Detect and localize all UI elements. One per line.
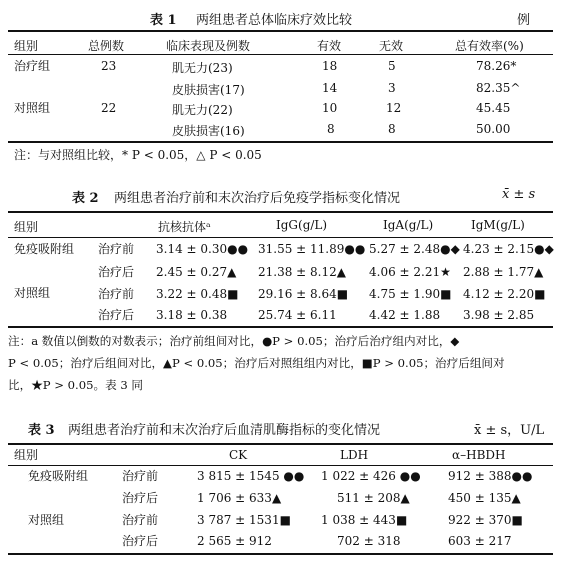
table-2-header-iga: IgA(g/L) <box>383 218 434 232</box>
table-row-hbdh: 922 ± 370■ <box>448 513 523 527</box>
table-2-title: 两组患者治疗前和末次治疗后免疫学指标变化情况 <box>114 191 401 206</box>
table-row-igg: 21.38 ± 8.12▲ <box>258 265 346 279</box>
table-1-note: 注：与对照组比较，* P < 0.05，△ P < 0.05 <box>14 148 262 162</box>
table-row-igm: 4.23 ± 2.15●◆ <box>463 242 554 256</box>
table-row-ineffective: 3 <box>388 81 396 95</box>
table-row-group: 对照组 <box>14 286 51 300</box>
table-row-hbdh: 603 ± 217 <box>448 534 512 548</box>
table-2-top-rule <box>8 211 553 213</box>
table-row-igg: 29.16 ± 8.64■ <box>258 287 349 301</box>
table-row-ck: 1 706 ± 633▲ <box>197 491 282 505</box>
table-row-rate: 78.26* <box>476 59 517 73</box>
table-row-phase: 治疗前 <box>122 469 159 483</box>
table-row-ck: 3 787 ± 1531■ <box>197 513 291 527</box>
table-1-header-group: 组别 <box>14 39 39 53</box>
table-row-ck: 3 815 ± 1545 ●● <box>197 469 305 483</box>
table-1-title: 两组患者总体临床疗效比较 <box>196 13 353 28</box>
table-2-unit: x̄ ± s <box>502 187 536 202</box>
table-1-header-ineffective: 无效 <box>379 39 404 53</box>
table-row-phase: 治疗后 <box>98 265 135 279</box>
table-row-rate: 45.45 <box>476 101 511 115</box>
table-2-header-group: 组别 <box>14 220 39 234</box>
table-row-iga: 4.75 ± 1.90■ <box>369 287 452 301</box>
table-1-top-rule <box>8 30 553 32</box>
table-2-header-igg: IgG(g/L) <box>276 218 328 232</box>
table-row-item: 肌无力(22) <box>172 103 233 117</box>
table-1-bottom-rule <box>8 141 553 143</box>
table-row-effective: 8 <box>327 122 335 136</box>
table-3-header-ldh: LDH <box>340 448 369 462</box>
table-row-total: 23 <box>101 59 117 73</box>
table-1-header-rate: 总有效率(%) <box>455 39 524 53</box>
table-row-ana: 3.14 ± 0.30●● <box>156 242 249 256</box>
table-row-group: 对照组 <box>28 513 65 527</box>
table-row-group: 免疫吸附组 <box>14 242 75 256</box>
table-1-header-total: 总例数 <box>88 39 125 53</box>
table-row-item: 肌无力(23) <box>172 61 233 75</box>
table-row-effective: 10 <box>322 101 338 115</box>
table-row-ineffective: 5 <box>388 59 396 73</box>
table-row-iga: 4.06 ± 2.21★ <box>369 265 451 279</box>
table-3-header-rule <box>8 465 553 466</box>
table-1-label: 表 1 <box>150 13 177 28</box>
table-row-phase: 治疗前 <box>98 287 135 301</box>
table-row-item: 皮肤损害(16) <box>172 124 245 138</box>
table-row-iga: 4.42 ± 1.88 <box>369 308 441 322</box>
table-row-phase: 治疗前 <box>122 513 159 527</box>
table-2-header-rule <box>8 237 553 238</box>
table-2-note-line-3: 比，★P > 0.05。表 3 同 <box>8 378 144 392</box>
table-row-group: 治疗组 <box>14 59 51 73</box>
table-row-total: 22 <box>101 101 117 115</box>
table-1-header-effective: 有效 <box>317 39 342 53</box>
table-row-phase: 治疗后 <box>98 308 135 322</box>
table-row-group: 对照组 <box>14 101 51 115</box>
table-3-top-rule <box>8 443 553 445</box>
table-row-phase: 治疗后 <box>122 491 159 505</box>
table-row-group: 免疫吸附组 <box>28 469 89 483</box>
table-1-header-item: 临床表现及例数 <box>166 39 251 53</box>
table-row-igg: 25.74 ± 6.11 <box>258 308 337 322</box>
table-2-bottom-rule <box>8 326 553 328</box>
table-row-ineffective: 12 <box>386 101 402 115</box>
table-3-unit: x̄ ± s，U/L <box>474 423 545 438</box>
table-row-rate: 50.00 <box>476 122 511 136</box>
table-1-header-rule <box>8 54 553 55</box>
table-1-unit: 例 <box>517 13 531 28</box>
table-row-igm: 2.88 ± 1.77▲ <box>463 265 544 279</box>
table-3-title: 两组患者治疗前和末次治疗后血清肌酶指标的变化情况 <box>68 423 381 438</box>
table-row-igm: 4.12 ± 2.20■ <box>463 287 546 301</box>
table-row-ldh: 702 ± 318 <box>337 534 401 548</box>
table-3-header-ck: CK <box>229 448 248 462</box>
table-row-ana: 3.18 ± 0.38 <box>156 308 228 322</box>
table-row-effective: 14 <box>322 81 338 95</box>
table-3-bottom-rule <box>8 553 553 555</box>
table-row-phase: 治疗后 <box>122 534 159 548</box>
table-2-note-line-2: P < 0.05；治疗后组间对比，▲P < 0.05；治疗后对照组组内对比，■P > 0.05；治疗后组间对 <box>8 356 505 370</box>
table-row-phase: 治疗前 <box>98 242 135 256</box>
table-2-label: 表 2 <box>72 191 99 206</box>
table-row-item: 皮肤损害(17) <box>172 83 245 97</box>
table-row-ck: 2 565 ± 912 <box>197 534 272 548</box>
table-row-ldh: 511 ± 208▲ <box>337 491 410 505</box>
table-2-header-igm: IgM(g/L) <box>471 218 525 232</box>
table-row-ineffective: 8 <box>388 122 396 136</box>
table-row-hbdh: 450 ± 135▲ <box>448 491 521 505</box>
table-2-header-ana: 抗核抗体ᵃ <box>158 220 211 234</box>
table-3-header-group: 组别 <box>14 448 39 462</box>
table-row-ana: 3.22 ± 0.48■ <box>156 287 239 301</box>
table-row-effective: 18 <box>322 59 338 73</box>
table-row-ana: 2.45 ± 0.27▲ <box>156 265 237 279</box>
table-row-igm: 3.98 ± 2.85 <box>463 308 535 322</box>
table-row-igg: 31.55 ± 11.89●● <box>258 242 366 256</box>
table-3-header-hbdh: α–HBDH <box>452 448 506 462</box>
table-row-hbdh: 912 ± 388●● <box>448 469 533 483</box>
table-row-ldh: 1 038 ± 443■ <box>321 513 408 527</box>
table-row-iga: 5.27 ± 2.48●◆ <box>369 242 460 256</box>
table-3-label: 表 3 <box>28 423 55 438</box>
table-2-note-line-1: 注：a 数值以倒数的对数表示；治疗前组间对比，●P > 0.05；治疗后治疗组内对比，◆ <box>8 334 460 348</box>
table-row-rate: 82.35^ <box>476 81 521 95</box>
table-row-ldh: 1 022 ± 426 ●● <box>321 469 421 483</box>
